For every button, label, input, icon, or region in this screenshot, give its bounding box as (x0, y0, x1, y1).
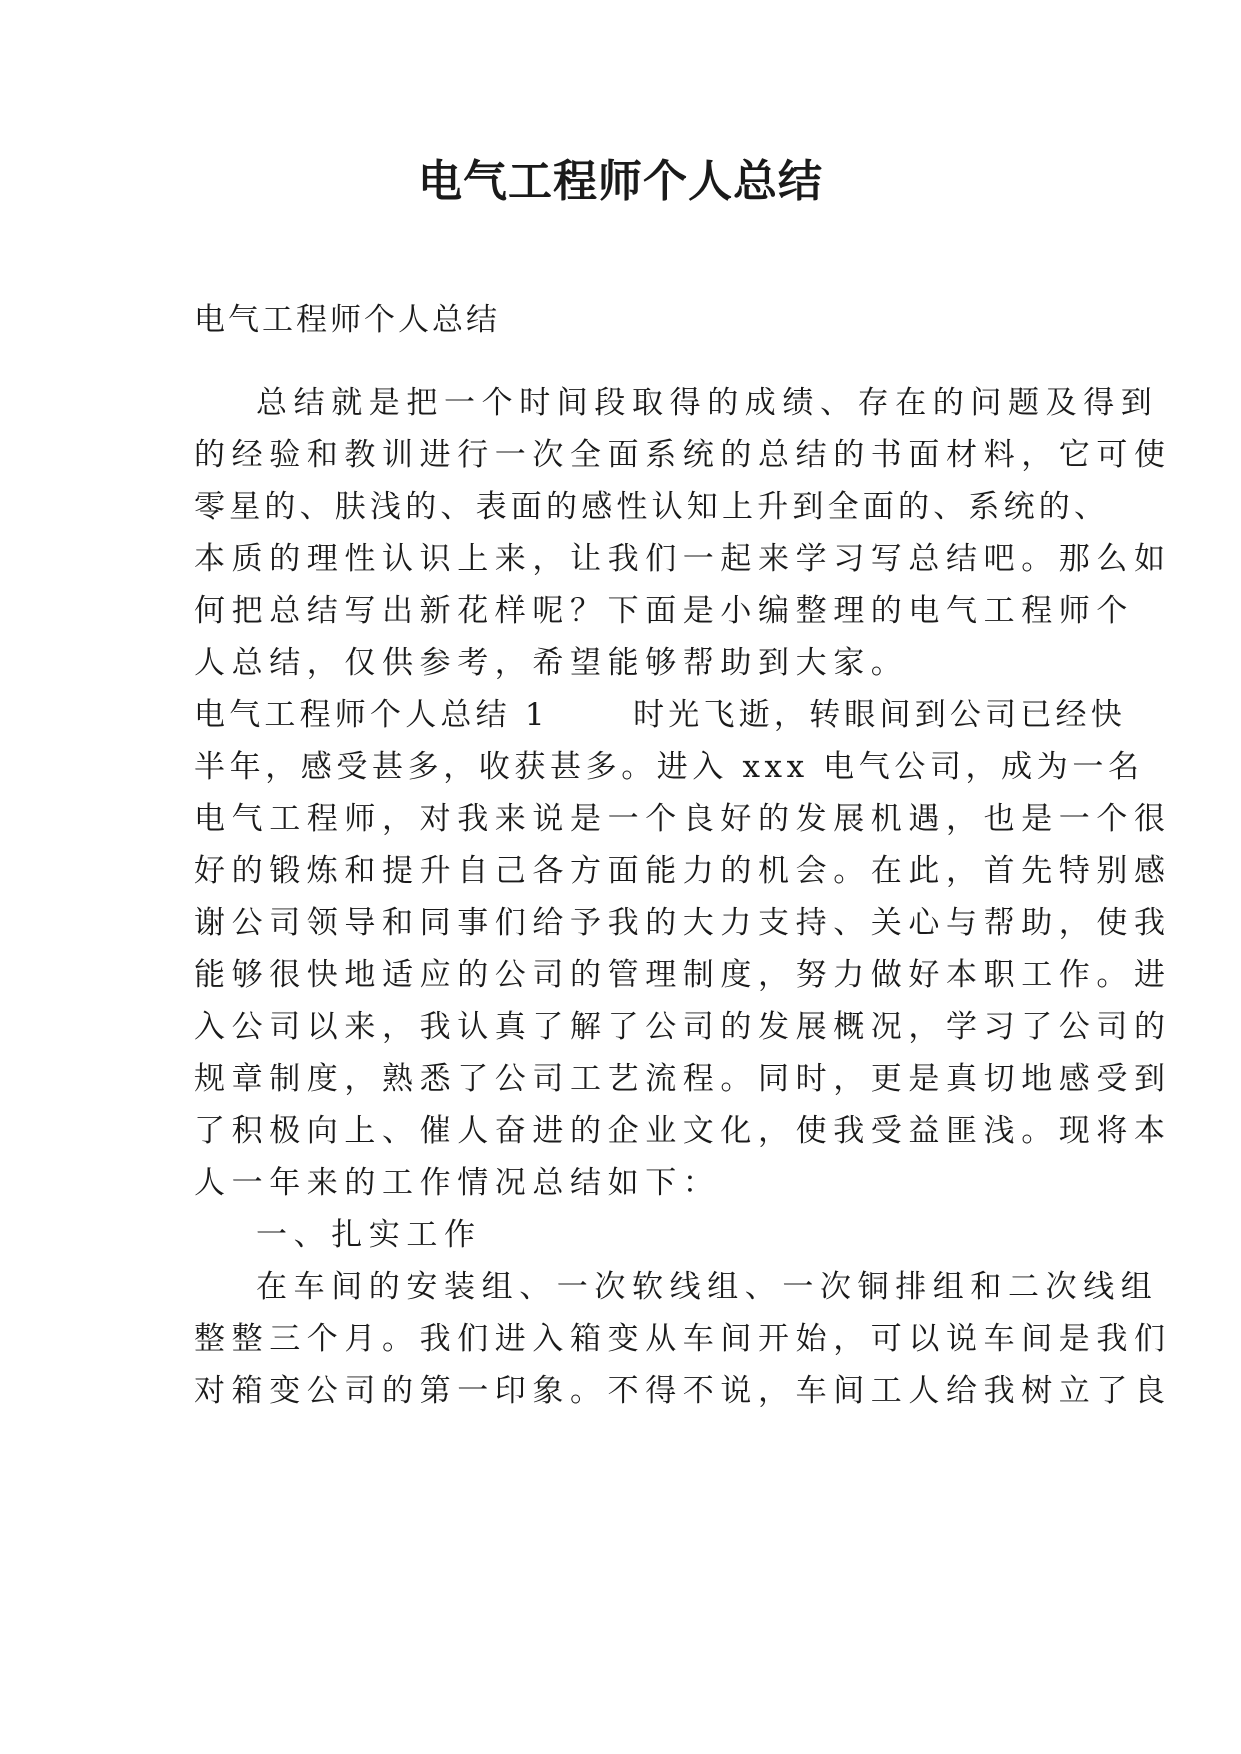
document-subtitle: 电气工程师个人总结 (194, 302, 500, 338)
body-line: 电气工程师个人总结 1 时光飞逝，转眼间到公司已经快 (194, 697, 1126, 733)
body-line: 谢公司领导和同事们给予我的大力支持、关心与帮助，使我 (194, 905, 1172, 941)
body-line: 电气工程师，对我来说是一个良好的发展机遇，也是一个很 (194, 801, 1172, 837)
body-line: 好的锻炼和提升自己各方面能力的机会。在此，首先特别感 (194, 853, 1172, 889)
body-line: 总结就是把一个时间段取得的成绩、存在的问题及得到 (256, 385, 1159, 421)
body-line: 在车间的安装组、一次软线组、一次铜排组和二次线组 (256, 1269, 1159, 1305)
body-line: 整整三个月。我们进入箱变从车间开始，可以说车间是我们 (194, 1321, 1172, 1357)
body-line: 人一年来的工作情况总结如下： (194, 1165, 721, 1201)
body-line: 了积极向上、催人奋进的企业文化，使我受益匪浅。现将本 (194, 1113, 1172, 1149)
body-line: 规章制度，熟悉了公司工艺流程。同时，更是真切地感受到 (194, 1061, 1172, 1097)
body-line: 能够很快地适应的公司的管理制度，努力做好本职工作。进 (194, 957, 1172, 993)
body-line: 零星的、肤浅的、表面的感性认知上升到全面的、系统的、 (194, 489, 1110, 525)
body-line: 半年，感受甚多，收获甚多。进入 xxx 电气公司，成为一名 (194, 749, 1144, 785)
body-line: 入公司以来，我认真了解了公司的发展概况，学习了公司的 (194, 1009, 1172, 1045)
section-heading: 一、扎实工作 (256, 1217, 482, 1253)
body-line: 人总结，仅供参考，希望能够帮助到大家。 (194, 645, 909, 681)
body-line: 本质的理性认识上来，让我们一起来学习写总结吧。那么如 (194, 541, 1172, 577)
body-line: 对箱变公司的第一印象。不得不说，车间工人给我树立了良 (194, 1373, 1172, 1409)
body-line: 何把总结写出新花样呢？下面是小编整理的电气工程师个 (194, 593, 1134, 629)
document-title: 电气工程师个人总结 (418, 156, 823, 207)
body-line: 的经验和教训进行一次全面系统的总结的书面材料，它可使 (194, 437, 1172, 473)
